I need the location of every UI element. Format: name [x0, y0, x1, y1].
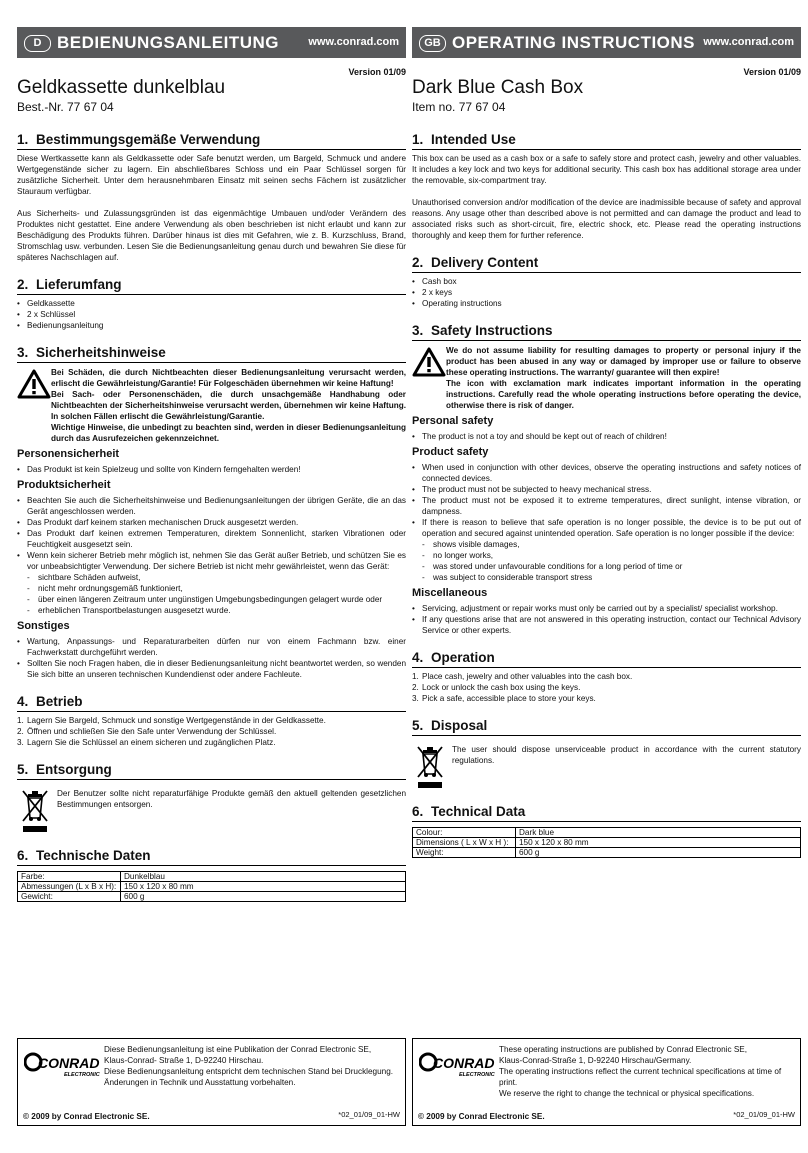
warning-text: Bei Sach- oder Personenschäden, die durch unsachgemäße Handhabung oder Nichtbeachten der Sicherheitshinweise verursacht werden, übernehmen wir keine Haftung. In solchen Fällen erlischt die Gewährleistung/Garantie. [51, 390, 406, 421]
disposal-block [17, 788, 406, 834]
technical-data-table [17, 871, 406, 902]
list-item: 3. Pick a safe, accessible place to store your keys. [412, 694, 596, 703]
list-item: • Servicing, adjustment or repair works must only be carried out by a specialist/ specialist workshop. [412, 603, 801, 614]
section-technical-data [412, 804, 801, 858]
website-url: www.conrad.com [703, 36, 794, 48]
crossed-bin-icon [20, 788, 50, 834]
list-item: • Bedienungsanleitung [17, 320, 406, 331]
section-heading: 6. Technical Data [412, 804, 801, 822]
list-item: • Geldkassette [17, 298, 406, 309]
subheading-personal-safety: Personal safety [412, 415, 494, 427]
version-label: Version 01/09 [348, 67, 406, 77]
section-heading: 1. Bestimmungsgemäße Verwendung [17, 132, 406, 150]
table-row: Abmessungen (L x B x H): 150 x 120 x 80 mm [18, 882, 406, 892]
disposal-text: Der Benutzer sollte nicht reparaturfähige Produkte gemäß den aktuell geltenden gesetzlichen Bestimmungen entsorgen. [57, 789, 406, 809]
conrad-logo [419, 1052, 497, 1078]
section-safety [412, 323, 801, 636]
item-number: Item no. 77 67 04 [412, 100, 506, 114]
delivery-list [17, 298, 406, 331]
list-item: 2. Lock or unlock the cash box using the keys. [412, 683, 581, 692]
personal-safety-list [412, 431, 801, 442]
section-heading: 5. Disposal [412, 718, 801, 736]
section-heading: 5. Entsorgung [17, 762, 406, 780]
warning-triangle-icon [412, 347, 446, 377]
personal-safety-list [17, 464, 406, 475]
subheading-miscellaneous: Sonstiges [17, 620, 70, 632]
conrad-logo [24, 1052, 102, 1078]
item-number: Best.-Nr. 77 67 04 [17, 100, 114, 114]
copyright: © 2009 by Conrad Electronic SE. [23, 1112, 150, 1121]
list-item: • 2 x Schlüssel [17, 309, 406, 320]
section-operation [17, 694, 406, 748]
disposal-block [412, 744, 801, 790]
list-item: - shows visible damages, [412, 539, 801, 550]
document-title: Geldkassette dunkelblau [17, 77, 226, 98]
crossed-bin-icon [415, 744, 445, 790]
section-operation [412, 650, 801, 704]
disposal-text: The user should dispose unserviceable product in accordance with the current statutory regulations. [452, 745, 801, 765]
german-column [17, 27, 406, 902]
section-delivery-content [412, 255, 801, 309]
list-item: 2. Öffnen und schließen Sie den Safe unter Verwendung der Schlüssel. [17, 727, 277, 736]
svg-text:CONRAD: CONRAD [38, 1055, 100, 1071]
svg-text:ELECTRONIC: ELECTRONIC [459, 1072, 495, 1078]
table-row: Farbe: Dunkelblau [18, 872, 406, 882]
subheading-personal-safety: Personensicherheit [17, 448, 120, 460]
paragraph: Unauthorised conversion and/or modification of the device are inadmissible because of safety and approval reasons. Any usage other than described above is not permitted and can damage the product and lead to associated risks such as short-circuit, fire, electric shock, etc. Please read the operating instructions thoroughly and keep them for further reference. [412, 198, 801, 240]
section-heading: 3. Sicherheitshinweise [17, 345, 406, 363]
list-item: • Wartung, Anpassungs- und Reparaturarbeiten dürfen nur von einem Fachmann bzw. einer Fachwerkstatt durchgeführt werden. [17, 636, 406, 658]
list-item: • The product must not be subjected to heavy mechanical stress. [412, 484, 801, 495]
paragraph: Aus Sicherheits- und Zulassungsgründen ist das eigenmächtige Umbauen und/oder Verändern des Produktes nicht gestattet. Eine andere Verwendung als oben beschrieben ist nicht erlaubt und kann zur Beschädigung des Produkts führen. Darüber hinaus ist dies mit Gefahren, wie z. B. Kurzschluss, Brand, Stromschlag usw. verbunden. Lesen Sie die Bedienungsanleitung genau durch und bewahren Sie diese für späteres Nachschlagen auf. [17, 209, 406, 262]
banner-title: BEDIENUNGSANLEITUNG [57, 33, 280, 52]
list-item: • The product must not be exposed it to extreme temperatures, direct sunlight, intense vibration, or dampness. [412, 495, 801, 517]
language-badge: D [24, 35, 51, 52]
list-item: • 2 x keys [412, 287, 801, 298]
operation-steps [17, 715, 406, 748]
misc-list [17, 636, 406, 680]
website-url: www.conrad.com [308, 36, 399, 48]
operation-steps [412, 671, 801, 704]
product-safety-list [17, 495, 406, 572]
list-item: • If there is reason to believe that safe operation is no longer possible, the device is to be put out of operation and secured against unintended operation. Safe operation is no longer possible if the device: [412, 517, 801, 539]
warning-block [17, 367, 406, 444]
list-item: - was subject to considerable transport stress [412, 572, 801, 583]
table-row: Gewicht: 600 g [18, 892, 406, 902]
imprint-text: These operating instructions are published by Conrad Electronic SE, Klaus-Conrad-Straße 1, D-92240 Hirschau/Germany. The operating instructions reflect the current technical specifications at time of print. We reserve the right to change the technical or physical specifications. [499, 1045, 782, 1098]
svg-text:CONRAD: CONRAD [433, 1055, 495, 1071]
document-title: Dark Blue Cash Box [412, 77, 584, 98]
warning-block [412, 345, 801, 411]
table-row: Dimensions ( L x W x H ): 150 x 120 x 80 mm [413, 838, 801, 848]
section-intended-use [17, 132, 406, 263]
misc-list [412, 603, 801, 636]
footer-imprint-de [17, 1038, 406, 1126]
warning-text: Bei Schäden, die durch Nichtbeachten dieser Bedienungsanleitung verursacht werden, erlischt die Gewährleistung/Garantie! Für Folgeschäden übernehmen wir keine Haftung! [51, 368, 406, 388]
header-banner [412, 27, 801, 58]
list-item: - sichtbare Schäden aufweist, [17, 572, 406, 583]
list-item: • Sollten Sie noch Fragen haben, die in dieser Bedienungsanleitung nicht beantwortet werden, so wenden Sie sich bitte an unseren technischen Kundendienst oder andere Fachleute. [17, 658, 406, 680]
list-item: • Operating instructions [412, 298, 801, 309]
list-item: • When used in conjunction with other devices, observe the operating instructions and safety notices of connected devices. [412, 462, 801, 484]
section-heading: 1. Intended Use [412, 132, 801, 150]
paragraph: Diese Wertkassette kann als Geldkassette oder Safe benutzt werden, um Bargeld, Schmuck und andere Wertgegenstände sicher zu lagern. Ein abschließbares Schloss und ein Paar Schlüssel sorgen für zusätzliche Sicherheit. Unter dem herausnehmbaren Einsatz mit seinen sechs Fächern ist zusätzlicher Stauraum verfügbar. [17, 154, 406, 196]
section-heading: 2. Delivery Content [412, 255, 801, 273]
list-item: • If any questions arise that are not answered in this operating instruction, contact our Technical Advisory Service or other experts. [412, 614, 801, 636]
list-item: • Wenn kein sicherer Betrieb mehr möglich ist, nehmen Sie das Gerät außer Betrieb, und schützen Sie es vor unbeabsichtigter Verwendung. Der sichere Betrieb ist nicht mehr gewährleistet, wenn das Gerät: [17, 550, 406, 572]
warning-text: We do not assume liability for resulting damages to property or personal injury if the product has been abused in any way or damaged by improper use or failure to observe these operating instructions. The warranty/ guarantee will then expire! [446, 346, 801, 377]
paragraph: This box can be used as a cash box or a safe to safely store and protect cash, jewelry and other valuables. It includes a key lock and two keys for additional security. This cash box has additional storage area under the removable, six-compartment tray. [412, 154, 801, 185]
section-heading: 3. Safety Instructions [412, 323, 801, 341]
section-intended-use [412, 132, 801, 241]
section-heading: 4. Betrieb [17, 694, 406, 712]
warning-text: Wichtige Hinweise, die unbedingt zu beachten sind, werden in dieser Bedienungsanleitung durch das Ausrufezeichen gekennzeichnet. [51, 423, 406, 443]
subheading-miscellaneous: Miscellaneous [412, 587, 488, 599]
list-item: • The product is not a toy and should be kept out of reach of children! [412, 431, 801, 442]
copyright: © 2009 by Conrad Electronic SE. [418, 1112, 545, 1121]
list-item: • Das Produkt darf keinen extremen Temperaturen, direktem Sonnenlicht, starken Vibrationen oder Feuchtigkeit ausgesetzt sein. [17, 528, 406, 550]
condition-list [17, 572, 406, 616]
list-item: - no longer works, [412, 550, 801, 561]
warning-text: The icon with exclamation mark indicates important information in the operating instructions. Carefully read the whole operating instructions before operating the device, otherwise there is risk of danger. [446, 379, 801, 410]
list-item: - erheblichen Transportbelastungen ausgesetzt wurde. [17, 605, 406, 616]
list-item: - nicht mehr ordnungsgemäß funktioniert, [17, 583, 406, 594]
section-heading: 2. Lieferumfang [17, 277, 406, 295]
warning-triangle-icon [17, 369, 51, 399]
table-row: Weight: 600 g [413, 848, 801, 858]
section-heading: 4. Operation [412, 650, 801, 668]
section-delivery-content [17, 277, 406, 331]
section-disposal [17, 762, 406, 834]
document-code: *02_01/09_01-HW [733, 1110, 795, 1119]
section-heading: 6. Technische Daten [17, 848, 406, 866]
document-code: *02_01/09_01-HW [338, 1110, 400, 1119]
technical-data-table [412, 827, 801, 858]
version-label: Version 01/09 [743, 67, 801, 77]
list-item: 1. Lagern Sie Bargeld, Schmuck und sonstige Wertgegenstände in der Geldkassette. [17, 716, 326, 725]
subheading-product-safety: Produktsicherheit [17, 479, 111, 491]
list-item: - über einen längeren Zeitraum unter ungünstigen Umgebungsbedingungen gelagert wurde oder [17, 594, 406, 605]
product-safety-list [412, 462, 801, 539]
condition-list [412, 539, 801, 583]
list-item: • Das Produkt ist kein Spielzeug und sollte von Kindern ferngehalten werden! [17, 464, 406, 475]
list-item: • Das Produkt darf keinem starken mechanischen Druck ausgesetzt werden. [17, 517, 406, 528]
section-safety [17, 345, 406, 680]
language-badge: GB [419, 35, 446, 52]
subheading-product-safety: Product safety [412, 446, 489, 458]
list-item: 3. Lagern Sie die Schlüssel an einem sicheren und zugänglichen Platz. [17, 738, 276, 747]
list-item: 1. Place cash, jewelry and other valuables into the cash box. [412, 672, 633, 681]
footer-imprint-en [412, 1038, 801, 1126]
svg-text:ELECTRONIC: ELECTRONIC [64, 1072, 100, 1078]
list-item: • Cash box [412, 276, 801, 287]
table-row: Colour: Dark blue [413, 828, 801, 838]
header-banner [17, 27, 406, 58]
english-column [412, 27, 801, 858]
section-disposal [412, 718, 801, 790]
imprint-text: Diese Bedienungsanleitung ist eine Publikation der Conrad Electronic SE, Klaus-Conrad- Straße 1, D-92240 Hirschau. Diese Bedienungsanleitung entspricht dem technischen Stand bei Drucklegung. Änderungen in Technik und Ausstattung vorbehalten. [104, 1045, 394, 1087]
list-item: - was stored under unfavourable conditions for a long period of time or [412, 561, 801, 572]
banner-title: OPERATING INSTRUCTIONS [452, 33, 696, 52]
list-item: • Beachten Sie auch die Sicherheitshinweise und Bedienungsanleitungen der übrigen Geräte, die an das Gerät angeschlossen werden. [17, 495, 406, 517]
section-technical-data [17, 848, 406, 902]
delivery-list [412, 276, 801, 309]
